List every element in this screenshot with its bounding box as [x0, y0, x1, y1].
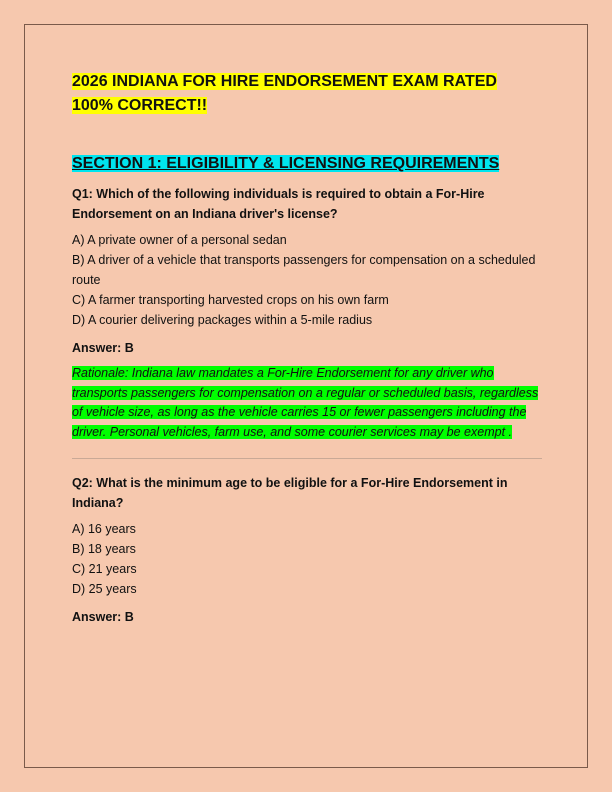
option-d: D) A courier delivering packages within a 5-mile radius: [72, 313, 373, 327]
question-text: Q2: What is the minimum age to be eligible for a For-Hire Endorsement in Indiana?: [72, 476, 508, 510]
option-c: C) A farmer transporting harvested crops on his own farm: [72, 293, 389, 307]
option-b: B) 18 years: [72, 542, 136, 556]
rationale-text: Rationale: Indiana law mandates a For-Hire Endorsement for any driver who transports passengers for compensation on a regular or scheduled basis, regardless of vehicle size, as long as the vehicle carries 15 or fewer passengers including the driver. Personal vehicles, farm use, and some courier services may be exempt .: [72, 366, 539, 439]
option-c: C) 21 years: [72, 562, 137, 576]
answer-text: Answer: B: [72, 341, 134, 355]
question-block-2: [72, 473, 542, 627]
answer-text: Answer: B: [72, 610, 134, 624]
question-block-1: [72, 184, 542, 442]
option-d: D) 25 years: [72, 582, 137, 596]
question-divider: [72, 458, 542, 459]
document-title: 2026 INDIANA FOR HIRE ENDORSEMENT EXAM RATED 100% CORRECT!!: [72, 73, 497, 114]
section-heading: SECTION 1: ELIGIBILITY & LICENSING REQUIREMENTS: [72, 155, 500, 172]
question-text: Q1: Which of the following individuals is required to obtain a For-Hire Endorsement on an Indiana driver's license?: [72, 187, 485, 221]
option-b: B) A driver of a vehicle that transports passengers for compensation on a scheduled route: [72, 253, 536, 287]
document-content: [72, 70, 542, 633]
option-a: A) A private owner of a personal sedan: [72, 233, 287, 247]
option-a: A) 16 years: [72, 522, 136, 536]
